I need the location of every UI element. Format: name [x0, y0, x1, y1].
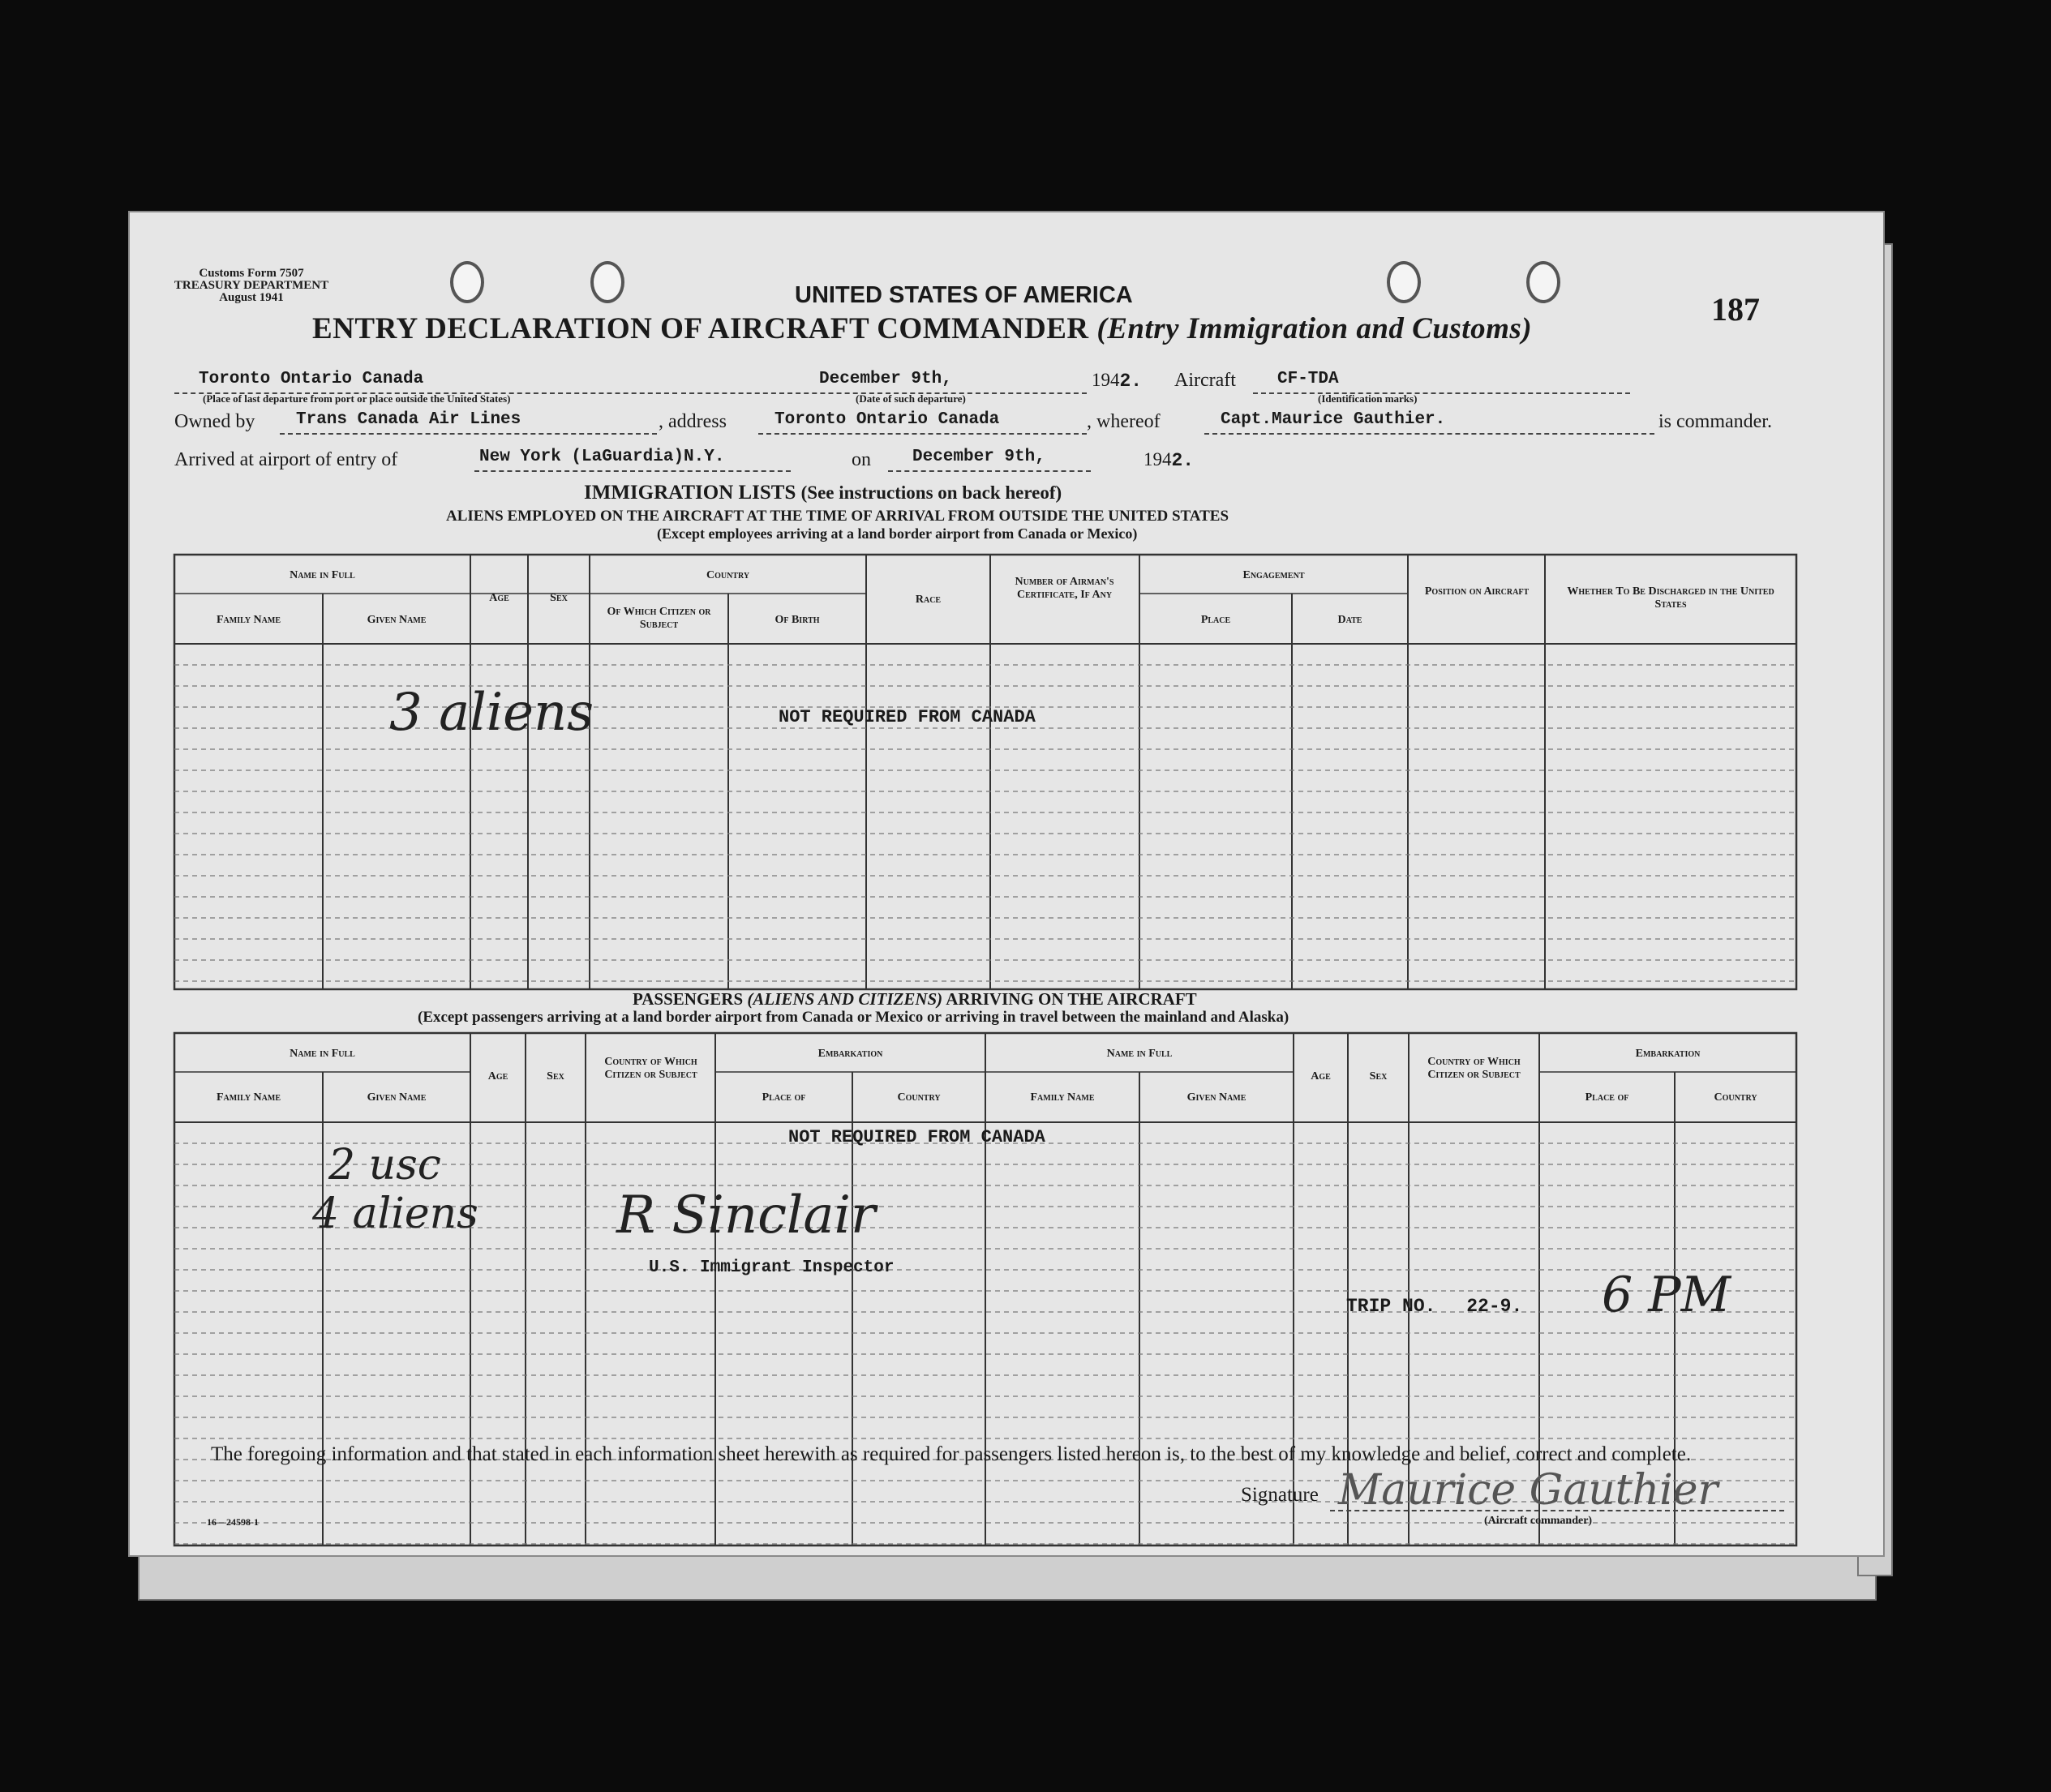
passengers-subheading: (Except passengers arriving at a land border airport from Canada or Mexico or arriving in travel between the mainland and Alaska)	[418, 1009, 1289, 1026]
departure-date-value: December 9th,	[819, 370, 952, 388]
inspector-title: U.S. Immigrant Inspector	[649, 1258, 895, 1277]
imm-hdr-country: Country	[706, 569, 750, 581]
arrival-year-suffix: 2.	[1171, 450, 1195, 471]
arrival-airport-value: New York (LaGuardia)N.Y.	[479, 448, 725, 466]
print-code: 16—24598-1	[207, 1516, 259, 1528]
page-number: 187	[1711, 291, 1760, 328]
owned-by-value: Trans Canada Air Lines	[296, 410, 521, 429]
arrival-year-prefix: 194	[1143, 449, 1172, 469]
pax-hdr-given-name-2: Given Name	[1186, 1091, 1246, 1104]
imm-hdr-birth: Of Birth	[774, 614, 820, 626]
pax-hdr-citizen-2: Country of Which Citizen or Subject	[1427, 1056, 1521, 1081]
imm-hdr-date: Date	[1337, 614, 1362, 626]
passengers-handwritten-aliens: 4 aliens	[312, 1190, 478, 1238]
pax-hdr-country-2: Country	[1714, 1091, 1757, 1104]
pax-hdr-age-2: Age	[1311, 1070, 1331, 1082]
trip-handwritten-time: 6 PM	[1602, 1267, 1731, 1323]
immigration-stamp: NOT REQUIRED FROM CANADA	[779, 707, 1036, 727]
aircraft-value: CF-TDA	[1277, 370, 1339, 388]
departure-date-caption: (Date of such departure)	[856, 392, 966, 405]
imm-hdr-race: Race	[915, 594, 942, 606]
pax-hdr-place-of-2: Place of	[1585, 1091, 1629, 1104]
pax-hdr-family-name-2: Family Name	[1030, 1091, 1095, 1104]
imm-hdr-given-name: Given Name	[367, 614, 427, 626]
passengers-stamp: NOT REQUIRED FROM CANADA	[788, 1127, 1045, 1147]
form-number: Customs Form 7507	[199, 267, 304, 280]
immigration-subheading: ALIENS EMPLOYED ON THE AIRCRAFT AT THE TIME OF ARRIVAL FROM OUTSIDE THE UNITED STATES	[446, 508, 1229, 525]
is-commander-label: is commander.	[1658, 411, 1772, 432]
pax-hdr-place-of: Place of	[762, 1091, 806, 1104]
pax-hdr-country: Country	[897, 1091, 941, 1104]
commander-value: Capt.Maurice Gauthier.	[1221, 410, 1446, 429]
departure-year-suffix: 2.	[1119, 371, 1143, 392]
aircraft-label: Aircraft	[1174, 370, 1236, 391]
pax-hdr-sex: Sex	[547, 1070, 564, 1082]
arrival-label: Arrived at airport of entry of	[174, 449, 398, 470]
pax-hdr-family-name: Family Name	[216, 1091, 281, 1104]
imm-hdr-family-name: Family Name	[216, 614, 281, 626]
owned-by-label: Owned by	[174, 411, 255, 432]
pax-hdr-sex-2: Sex	[1369, 1070, 1388, 1082]
trip-value: 22-9.	[1466, 1296, 1523, 1317]
arrival-date-value: December 9th,	[912, 448, 1045, 466]
pax-hdr-citizen: Country of Which Citizen or Subject	[604, 1056, 697, 1081]
arrival-on-label: on	[852, 449, 871, 470]
form-country: UNITED STATES OF AMERICA	[795, 282, 1133, 308]
whereof-label: , whereof	[1087, 411, 1161, 432]
address-value: Toronto Ontario Canada	[774, 410, 1000, 429]
imm-hdr-citizen: Of Which Citizen or Subject	[607, 606, 711, 631]
imm-hdr-discharged: Whether To Be Discharged in the United States	[1567, 585, 1774, 611]
passengers-heading-title: PASSENGERS	[633, 989, 744, 1009]
passengers-heading-rest: ARRIVING ON THE AIRCRAFT	[946, 989, 1197, 1009]
declaration-form	[128, 211, 1885, 1557]
address-label: , address	[659, 411, 727, 432]
pax-hdr-name-in-full: Name in Full	[290, 1048, 355, 1060]
inspector-signature: R Sinclair	[616, 1185, 876, 1245]
pax-hdr-embarkation-2: Embarkation	[1635, 1048, 1701, 1060]
imm-hdr-age: Age	[489, 592, 509, 604]
imm-hdr-certificate: Number of Airman's Certificate, If Any	[1015, 576, 1114, 601]
signature-label: Signature	[1241, 1484, 1319, 1506]
signature-line	[1330, 1510, 1784, 1511]
imm-hdr-sex: Sex	[550, 592, 568, 604]
form-date: August 1941	[219, 291, 284, 304]
immigration-heading-title: IMMIGRATION LISTS	[584, 482, 796, 504]
immigration-heading-note: (See instructions on back hereof)	[800, 482, 1062, 503]
form-title-sub: (Entry Immigration and Customs)	[1096, 312, 1533, 345]
passengers-handwritten-citizens: 2 usc	[328, 1141, 441, 1190]
immigration-handwritten-note: 3 aliens	[389, 683, 594, 743]
passengers-heading-italic: (ALIENS AND CITIZENS)	[747, 989, 943, 1009]
departure-year-prefix: 194	[1092, 370, 1120, 390]
pax-hdr-age: Age	[487, 1070, 508, 1082]
commander-signature: Maurice Gauthier	[1338, 1466, 1718, 1515]
form-title-main: ENTRY DECLARATION OF AIRCRAFT COMMANDER	[312, 312, 1089, 345]
imm-hdr-place: Place	[1200, 614, 1231, 626]
imm-hdr-engagement: Engagement	[1242, 569, 1305, 581]
form-department: TREASURY DEPARTMENT	[174, 279, 329, 292]
trip-label: TRIP NO.	[1346, 1296, 1436, 1317]
pax-hdr-given-name: Given Name	[367, 1091, 427, 1104]
imm-hdr-name-in-full: Name in Full	[290, 569, 355, 581]
departure-place-caption: (Place of last departure from port or place outside the United States)	[203, 392, 511, 405]
immigration-subnote: (Except employees arriving at a land border airport from Canada or Mexico)	[657, 525, 1138, 542]
pax-hdr-embarkation: Embarkation	[817, 1048, 883, 1060]
departure-place-value: Toronto Ontario Canada	[199, 370, 424, 388]
declaration-statement: The foregoing information and that stated in each information sheet herewith as required for passengers listed hereon is, to the best of my knowledge and belief, correct and complete.	[211, 1443, 1692, 1465]
passengers-heading	[633, 989, 1197, 1010]
pax-hdr-name-in-full-2: Name in Full	[1106, 1048, 1173, 1060]
trip-number	[1346, 1296, 1522, 1317]
aircraft-caption: (Identification marks)	[1318, 392, 1418, 405]
signature-caption: (Aircraft commander)	[1484, 1515, 1593, 1527]
table-grid	[130, 212, 1883, 1555]
imm-hdr-position: Position on Aircraft	[1424, 585, 1530, 598]
